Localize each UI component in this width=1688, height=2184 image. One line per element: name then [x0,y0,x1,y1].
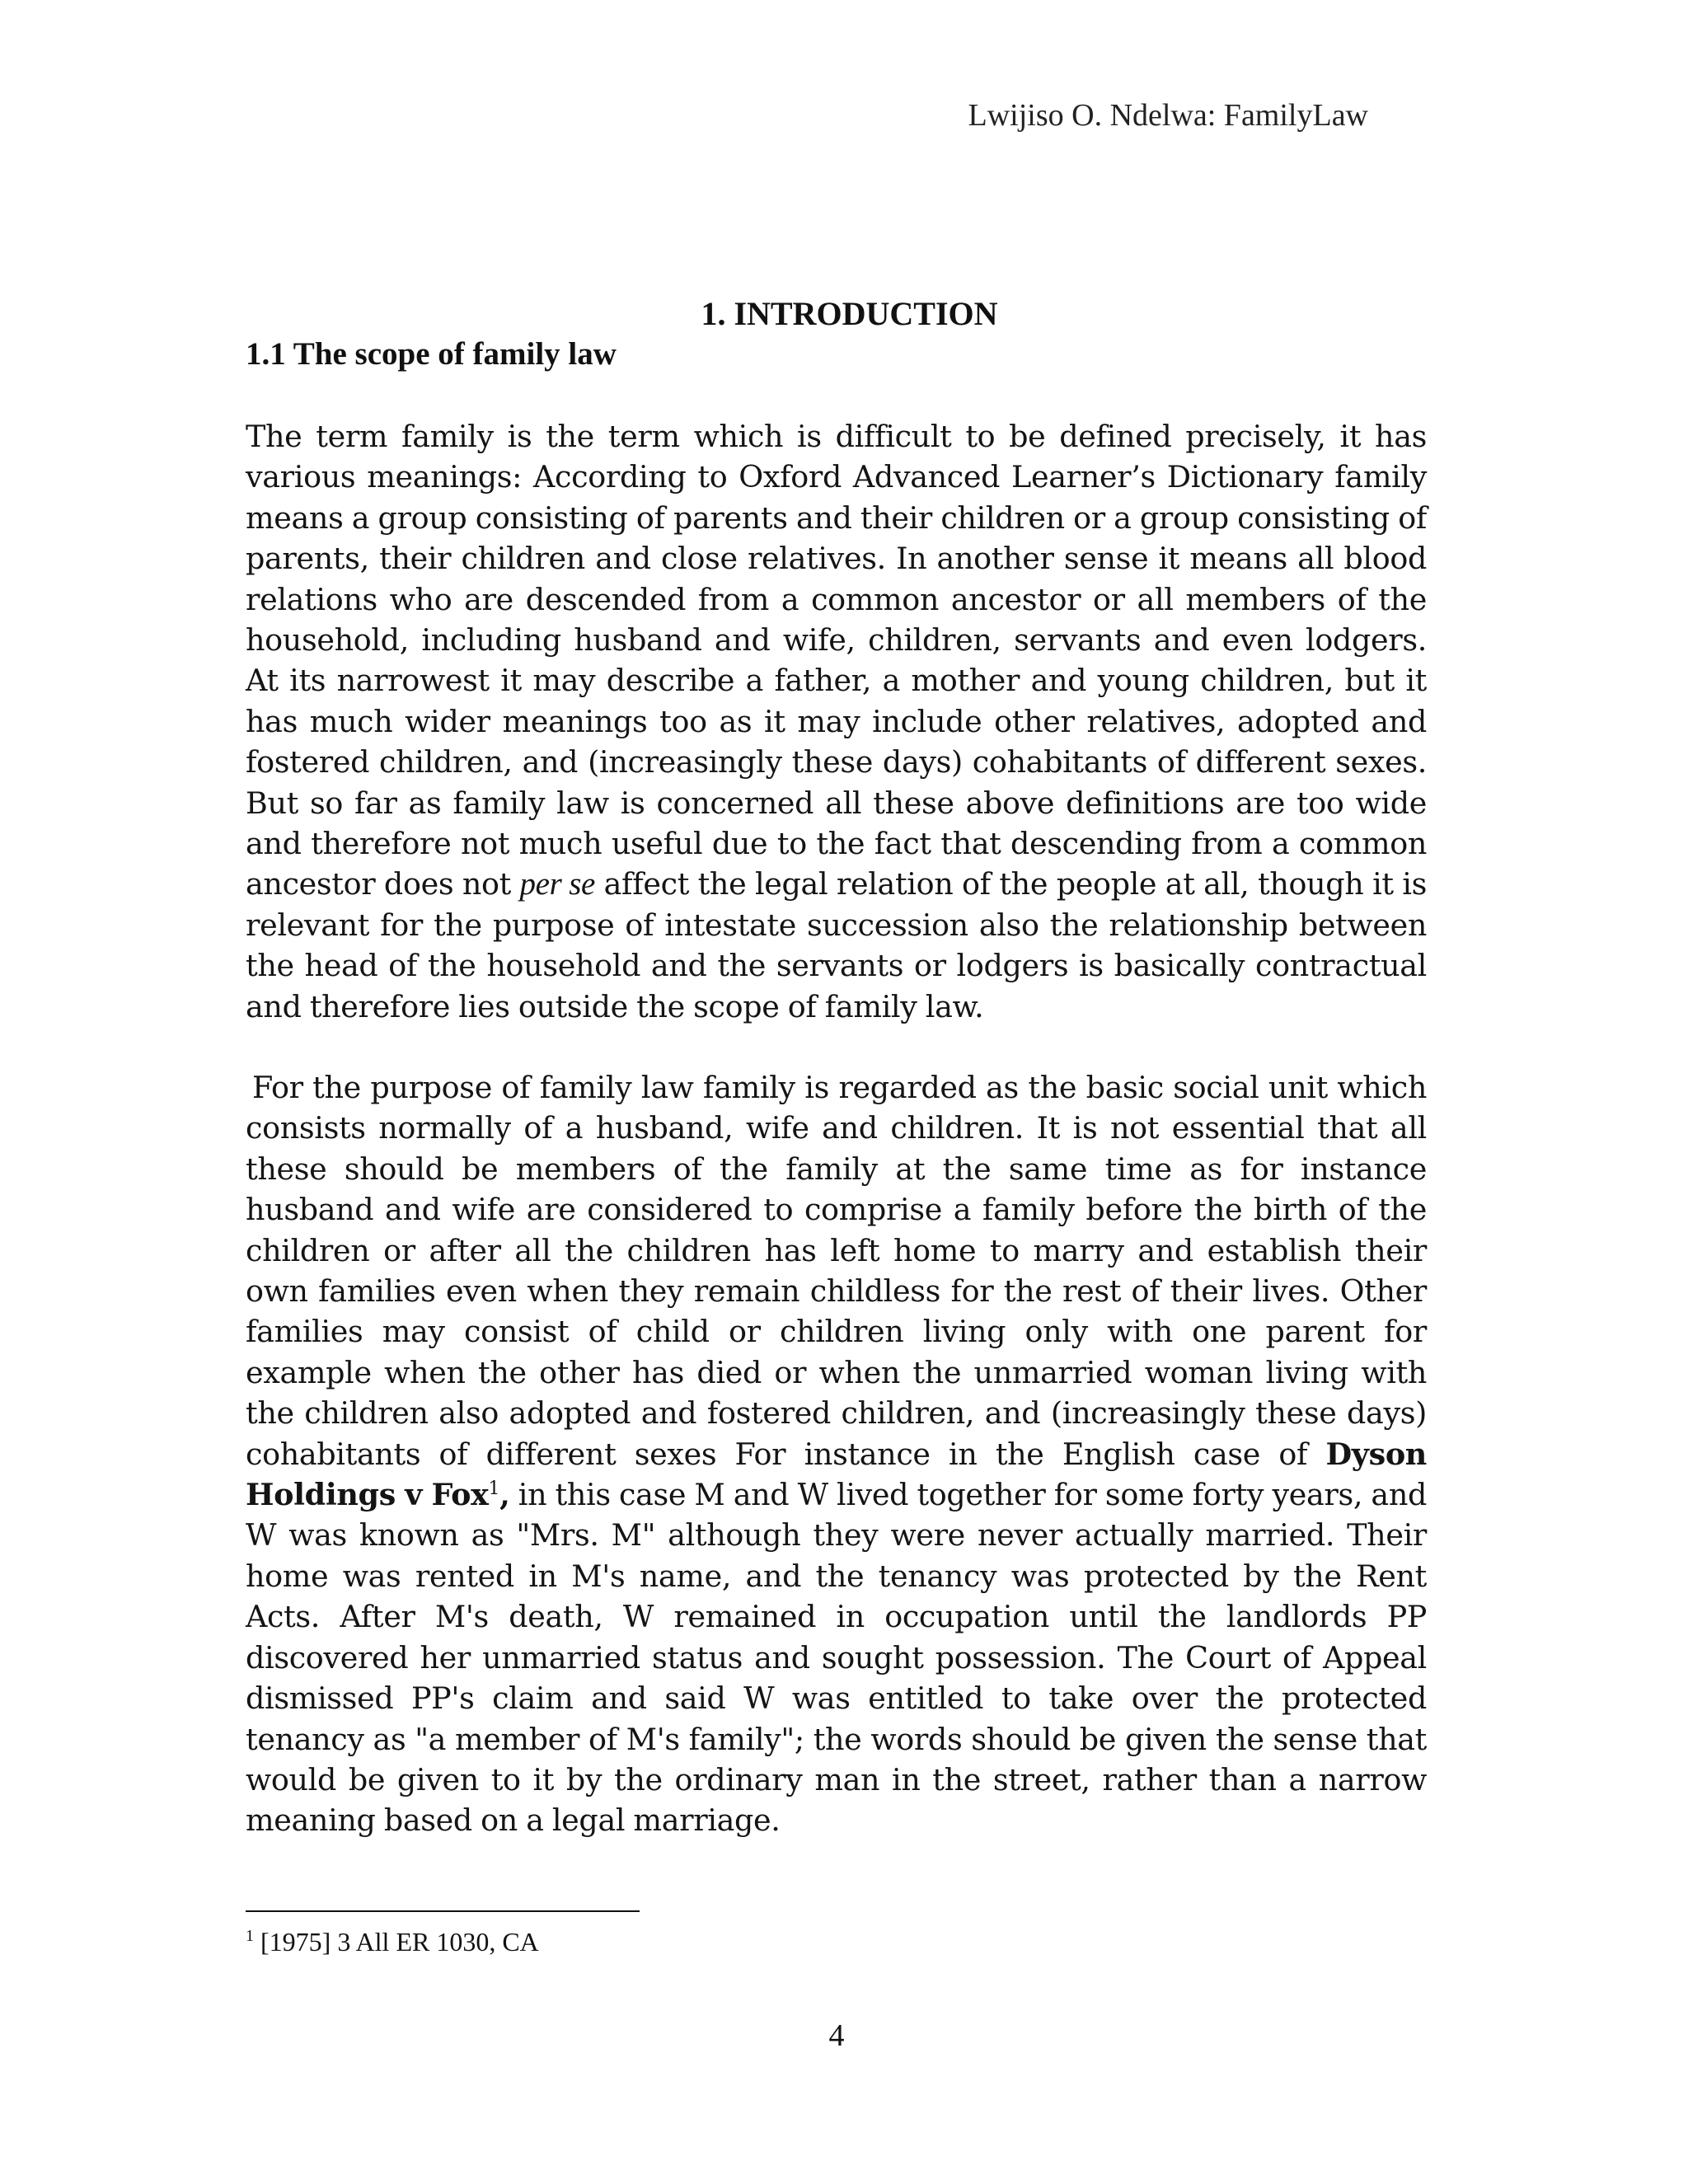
paragraph-2-text-end: in this case M and W lived together for some forty years, and W was known as "Mrs. M" although they were never actually married. Their home was rented in M's name, and the tenancy was protected by the Rent Acts. After M's death, W remained in occupation until the landlords PP discovered her unmarried status and sought possession. The Court of Appeal dismissed PP's claim and said W was entitled to take over the protected tenancy as "a member of M's family"; the words should be given the sense that would be given to it by the ordinary man in the street, rather than a narrow meaning based on a legal marriage. [246,1477,1427,1839]
body-paragraph-1 [246,416,1427,1027]
page-number: 4 [828,2018,845,2053]
paragraph-1-text-end: affect the legal relation of the people at all, though it is relevant for the purpose of intestate succession also the relationship between the head of the household and the servants or lodgers is basically contractual and therefore lies outside the scope of family law. [246,866,1428,1024]
paragraph-1-text-start: The term family is the term which is difficult to be defined precisely, it has various meanings: According to Oxford Advanced Learner’s Dictionary family means a group consisting of parents and their children or a group consisting of parents, their children and close relatives. In another sense it means all blood relations who are descended from a common ancestor or all members of the household, including husband and wife, children, servants and even lodgers. At its narrowest it may describe a father, a mother and young children, but it has much wider meanings too as it may include other relatives, adopted and fostered children, and (increasingly these days) cohabitants of different sexes. But so far as family law is concerned all these above definitions are too wide and therefore not much useful due to the fact that descending from a common ancestor does not [246,419,1427,902]
paragraph-2-text-start: For the purpose of family law family is regarded as the basic social unit which consists normally of a husband, wife and children. It is not essential that all these should be members of the family at the same time as for instance husband and wife are considered to comprise a family before the birth of the children or after all the children has left home to marry and establish their own families even when they remain childless for the rest of their lives. Other families may consist of child or children living only with one parent for example when the other has died or when the unmarried woman living with the children also adopted and fostered children, and (increasingly these days) cohabitants of different sexes For instance in the English case of [246,1070,1427,1472]
case-comma: , [499,1477,510,1513]
running-header: Lwijiso O. Ndelwa: FamilyLaw [968,98,1368,133]
chapter-title [0,294,1688,333]
italic-term: per se [519,866,596,902]
chapter-title-text: 1. INTRODUCTION [701,295,998,332]
section-title: 1.1 The scope of family law [246,336,617,372]
footnote-reference[interactable]: 1 [488,1478,500,1499]
footnote [246,1927,539,1957]
footnote-text: [1975] 3 All ER 1030, CA [260,1927,539,1957]
footnote-divider [246,1910,640,1912]
body-paragraph-2 [246,1067,1427,1841]
footnote-marker: 1 [246,1927,254,1946]
case-citation: Dyson Holdings v Fox [246,1436,1427,1513]
